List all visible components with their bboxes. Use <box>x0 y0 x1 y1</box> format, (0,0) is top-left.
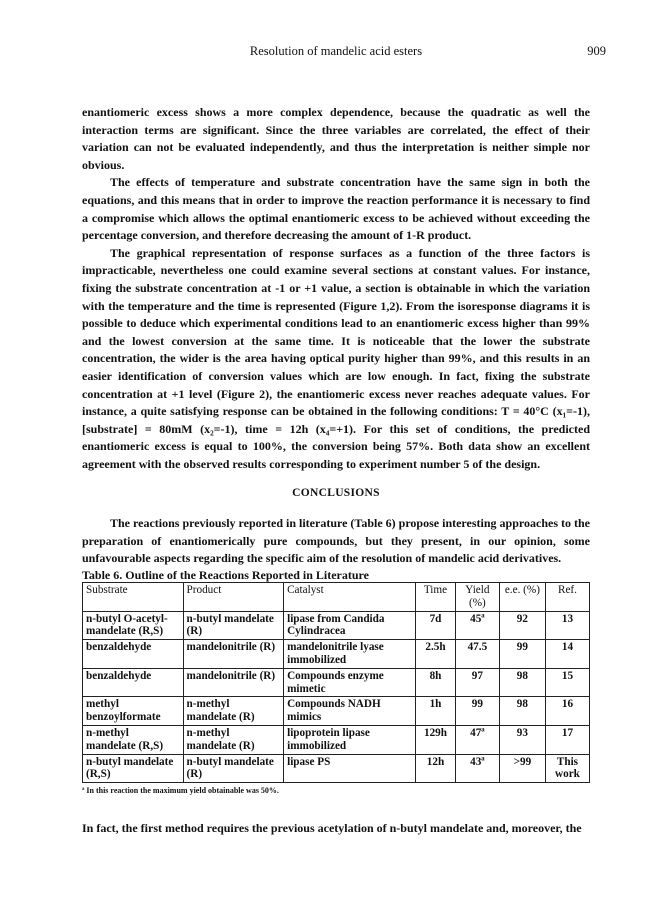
table-cell: 47ª <box>455 725 499 754</box>
table-header-row <box>83 583 590 612</box>
paragraph: The reactions previously reported in literature (Table 6) propose interesting approaches to the preparation of enantiomerically pure compounds, but they present, in our opinion, some unfavourable aspects regarding the specific aim of the resolution of mandelic acid derivatives. <box>82 516 590 566</box>
table-cell: Compounds enzyme mimetic <box>284 668 416 697</box>
table-row <box>83 697 590 726</box>
table-cell: 14 <box>545 640 589 669</box>
table-cell: lipase PS <box>284 754 416 783</box>
table-cell: 43ª <box>455 754 499 783</box>
table-cell: 15 <box>545 668 589 697</box>
table-cell: 99 <box>455 697 499 726</box>
table-cell: 92 <box>499 611 545 640</box>
table-cell: 98 <box>499 668 545 697</box>
table-cell: mandelonitrile lyase immobilized <box>284 640 416 669</box>
table-row <box>83 611 590 640</box>
table-cell: benzaldehyde <box>83 668 184 697</box>
column-header: Product <box>183 583 284 612</box>
running-title: Resolution of mandelic acid esters <box>249 44 423 58</box>
paragraph: enantiomeric excess shows a more complex dependence, because the quadratic as well the interaction terms are significant. Since the three variables are correlated, the effect of their variation can not be evaluated independently, and thus the interpretation is neither simple nor obvious. <box>82 105 590 172</box>
table-row <box>83 668 590 697</box>
table-cell: 97 <box>455 668 499 697</box>
table-cell: mandelonitrile (R) <box>183 640 284 669</box>
table-cell: 1h <box>416 697 456 726</box>
table-cell: 12h <box>416 754 456 783</box>
table-cell: Compounds NADH mimics <box>284 697 416 726</box>
table-cell: 7d <box>416 611 456 640</box>
table-cell: 2.5h <box>416 640 456 669</box>
table-cell: n-methyl mandelate (R) <box>183 697 284 726</box>
table-cell: This work <box>545 754 589 783</box>
table-cell: >99 <box>499 754 545 783</box>
continuation-line: In fact, the first method requires the previous acetylation of n-butyl mandelate and, moreover, the <box>82 821 582 835</box>
column-header: Ref. <box>545 583 589 612</box>
table-cell: 17 <box>545 725 589 754</box>
page-number: 909 <box>587 44 606 58</box>
table-cell: n-butyl mandelate (R) <box>183 754 284 783</box>
paragraph: The graphical representation of response surfaces as a function of the three factors is impracticable, nevertheless one could examine several sections at constant values. For instance, fixing the substrate concentration at -1 or +1 value, a section is obtainable in which the variation with the temperature and the time is represented (Figure 1,2). From the isoresponse diagrams it is possible to deduce which experimental conditions lead to an enantiomeric excess higher than 99% and the lowest conversion at the same time. It is noticeable that the lower the substrate concentration, the wider is the area having optical purity higher than 99%, and this results in an easier identification of conversion values which are low enough. In fact, fixing the substrate concentration at +1 level (Figure 2), the enantiomeric excess never reaches adequate values. For instance, a quite satisfying response can be obtained in the following conditions: T = 40°C (x₁=-1), [substrate] = 80mM (x₂=-1), time = 12h (x₄=+1). For this set of conditions, the predicted enantiomeric excess is equal to 100%, the conversion being 57%. Both data show an excellent agreement with the observed results corresponding to experiment number 5 of the design. <box>82 245 590 471</box>
table-row <box>83 725 590 754</box>
column-header: Time <box>416 583 456 612</box>
body-text <box>82 104 590 568</box>
table-cell: n-butyl mandelate (R,S) <box>83 754 184 783</box>
table-cell: 13 <box>545 611 589 640</box>
table-cell: 45ª <box>455 611 499 640</box>
column-header: e.e. (%) <box>499 583 545 612</box>
table-cell: n-butyl mandelate (R) <box>183 611 284 640</box>
table-cell: n-methyl mandelate (R) <box>183 725 284 754</box>
table-cell: 93 <box>499 725 545 754</box>
table-cell: n-methyl mandelate (R,S) <box>83 725 184 754</box>
section-heading: CONCLUSIONS <box>292 487 380 500</box>
table-cell: 99 <box>499 640 545 669</box>
table-footnote: ª In this reaction the maximum yield obtainable was 50%. <box>82 786 279 795</box>
column-header: Substrate <box>83 583 184 612</box>
running-head <box>0 44 672 62</box>
table-caption: Table 6. Outline of the Reactions Reported in Literature <box>82 568 369 582</box>
table-cell: 47.5 <box>455 640 499 669</box>
table-row <box>83 754 590 783</box>
table-cell: 16 <box>545 697 589 726</box>
table-cell: lipoprotein lipase immobilized <box>284 725 416 754</box>
table-row <box>83 640 590 669</box>
table-cell: benzaldehyde <box>83 640 184 669</box>
table-cell: lipase from Candida Cylindracea <box>284 611 416 640</box>
column-header: Yield (%) <box>455 583 499 612</box>
table-cell: 98 <box>499 697 545 726</box>
table-cell: n-butyl O-acetyl-mandelate (R,S) <box>83 611 184 640</box>
table-cell: 129h <box>416 725 456 754</box>
table-cell: 8h <box>416 668 456 697</box>
literature-table <box>82 582 590 783</box>
column-header: Catalyst <box>284 583 416 612</box>
paragraph: The effects of temperature and substrate concentration have the same sign in both the equations, and this means that in order to improve the reaction performance it is necessary to find a compromise which allows the optimal enantiomeric excess to be achieved without exceeding the percentage conversion, and therefore decreasing the amount of 1-R product. <box>82 175 590 243</box>
table-cell: methyl benzoylformate <box>83 697 184 726</box>
table-cell: mandelonitrile (R) <box>183 668 284 697</box>
